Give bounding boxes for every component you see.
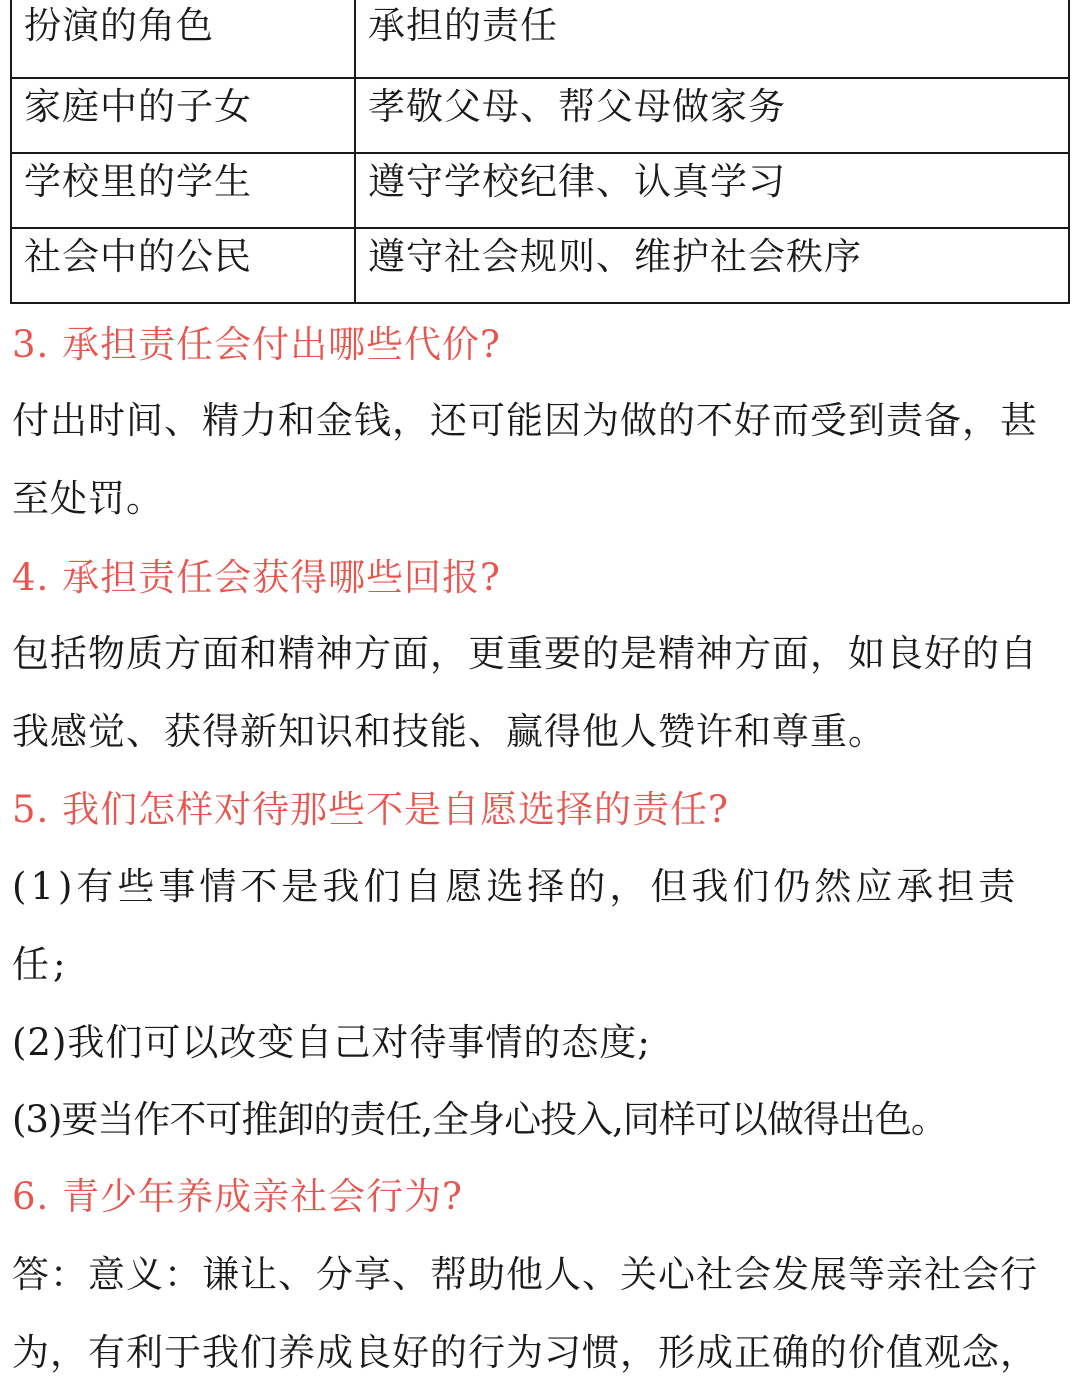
question-4-answer: 包括物质方面和精神方面，更重要的是精神方面，如良好的自我感觉、获得新知识和技能、赢得他人赞许和尊重。 xyxy=(12,632,1038,753)
question-4-heading: 4. 承担责任会获得哪些回报? xyxy=(12,556,501,599)
table-cell-role: 社会中的公民 xyxy=(11,228,355,303)
question-5-heading: 5. 我们怎样对待那些不是自愿选择的责任? xyxy=(12,788,729,831)
question-5-item-3: (3)要当作不可推卸的责任,全身心投入,同样可以做得出色。 xyxy=(12,1098,947,1141)
table-cell-responsibility: 遵守社会规则、维护社会秩序 xyxy=(355,228,1069,303)
table-row xyxy=(11,228,1069,303)
table-row xyxy=(11,153,1069,228)
table-header-cell-responsibility: 承担的责任 xyxy=(355,0,1069,78)
question-5-item-1: (1)有些事情不是我们自愿选择的，但我们仍然应承担责任; xyxy=(12,865,1020,986)
table-header-row xyxy=(11,0,1069,78)
table-cell-role: 家庭中的子女 xyxy=(11,78,355,153)
table-header-cell-role: 扮演的角色 xyxy=(11,0,355,78)
question-3-answer: 付出时间、精力和金钱，还可能因为做的不好而受到责备，甚至处罚。 xyxy=(12,399,1038,520)
question-5-item-2: (2)我们可以改变自己对待事情的态度; xyxy=(12,1021,651,1064)
table-cell-role: 学校里的学生 xyxy=(11,153,355,228)
roles-table xyxy=(10,0,1070,304)
question-6-answer: 答：意义：谦让、分享、帮助他人、关心社会发展等亲社会行为，有利于我们养成良好的行为习惯，形成正确的价值观念， xyxy=(12,1253,1038,1374)
question-3-heading: 3. 承担责任会付出哪些代价? xyxy=(12,323,501,366)
table-cell-responsibility: 孝敬父母、帮父母做家务 xyxy=(355,78,1069,153)
table-row xyxy=(11,78,1069,153)
question-6-heading: 6. 青少年养成亲社会行为? xyxy=(12,1175,463,1218)
table-cell-responsibility: 遵守学校纪律、认真学习 xyxy=(355,153,1069,228)
